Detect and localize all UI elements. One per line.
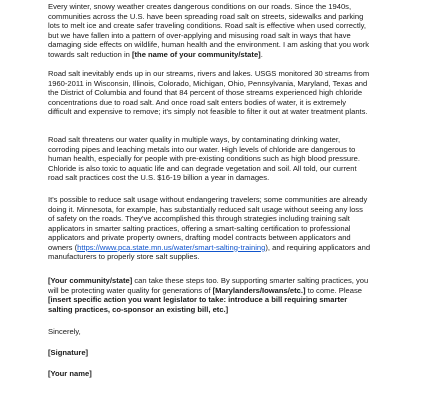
placeholder-action: [insert specific action you want legislator to take: introduce a bill requiring smarter [48,295,348,305]
paragraph-call-to-action [48,276,388,314]
text-line: Every winter, snowy weather creates dangerous conditions on our roads. Since the 1940s, [48,2,352,11]
placeholder-community-state: [Your community/state] [48,276,133,285]
text-run: can take these steps too. By supporting smarter salting practices, you [132,276,369,285]
placeholder-action: salting practices, co-sponsor an existing bill, etc.] [48,304,229,314]
text-line: applicators and private property owners, drafting model contracts between applicators and [48,233,351,243]
text-run: to come. Please [305,285,363,295]
text-line: lots to melt ice and create safer traveling conditions. Road salt is effective when used correctly, [48,21,366,31]
signature-text: [Signature] [48,348,89,357]
text-line [48,243,388,253]
text-line: but we have fallen into a pattern of over-applying and misusing road salt in ways that have [48,30,351,40]
placeholder-residents: [Marylanders/Iowans/etc.] [212,285,306,295]
text-line: the District of Columbia and found that 84 percent of those streams experienced high chloride [48,88,363,98]
placeholder-action-line [48,305,388,315]
text-line: manufacturers to properly store salt supplies. [48,252,200,262]
text-line [48,50,388,60]
text-line: Road salt inevitably ends up in our streams, rivers and lakes. USGS monitored 30 streams from [48,69,370,78]
text-line: doing it. Minnesota, for example, has substantially reduced salt usage without seeing any loss [48,204,363,214]
text-line: difficult and expensive to remove; it's simply not feasible to filter it out at water treatment plants. [48,107,368,117]
text-line: human health, especially for people with pre-existing conditions such as high blood pressure. [48,154,360,164]
text-run: will be protecting water quality for generations of [48,285,213,295]
text-line: Sincerely, [48,327,81,336]
smart-salting-link[interactable]: https://www.pca.state.mn.us/water/smart-salting-training [77,242,266,252]
signature-placeholder [48,348,388,358]
placeholder-community-state: [the name of your community/state] [132,49,261,59]
text-run: . [260,49,263,59]
paragraph-intro [48,2,388,59]
text-line: concentrations due to road salt. And once road salt enters bodies of water, it is extremely [48,97,347,107]
name-text: [Your name] [48,369,92,378]
text-line: Road salt threatens our water quality in multiple ways, by contaminating drinking water, [48,135,341,144]
text-line: applicators in smarter salting practices, offering a smart-salting certification to professional [48,223,351,233]
text-line: road salt practices cost the U.S. $16-19 billion a year in damages. [48,173,270,183]
paragraph-minnesota [48,195,388,262]
text-run: towards salt reduction in [48,49,132,59]
text-line: of safety on the roads. They've accomplished this through strategies including training salt [48,214,350,224]
text-run: ), and requiring applicators and [265,242,371,252]
text-line [48,286,388,296]
closing-salutation [48,327,388,337]
text-line: corroding pipes and leaching metals into our water. High levels of chloride are dangerous to [48,144,356,154]
paragraph-water-quality [48,135,388,183]
text-line [48,276,388,286]
name-placeholder [48,369,388,379]
text-line: Chloride is also toxic to aquatic life and can degrade vegetation and soil. All told, our current [48,163,357,173]
paragraph-streams [48,69,388,117]
text-line: damaging side effects on wildlife, human health and the environment. I am asking that you work [48,40,370,50]
placeholder-action-line [48,295,388,305]
text-line: communities across the U.S. have been spreading road salt on streets, sidewalks and parking [48,11,364,21]
text-line: It's possible to reduce salt usage without endangering travelers; some communities are already [48,195,368,204]
text-run: owners ( [48,242,78,252]
text-line: 1960-2011 in Wisconsin, Illinois, Colorado, Michigan, Ohio, Pennsylvania, Maryland, Texas and [48,78,368,88]
